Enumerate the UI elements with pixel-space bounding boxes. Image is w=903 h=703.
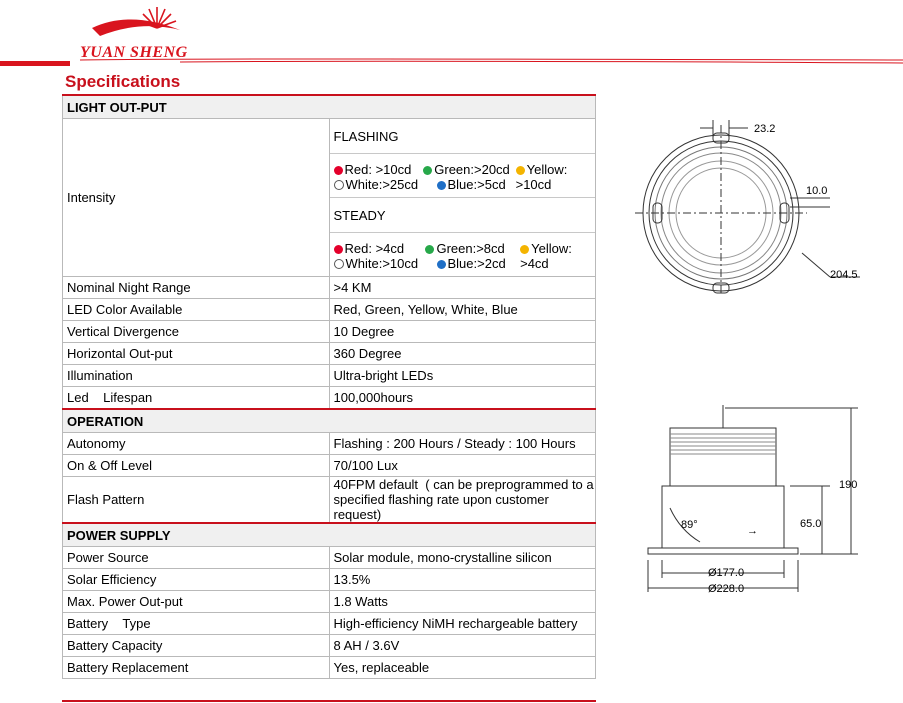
section-title: LIGHT OUT-PUT xyxy=(63,95,596,119)
row-value: High-efficiency NiMH rechargeable battery xyxy=(329,613,596,635)
green-dot-icon xyxy=(425,245,434,254)
blue-dot-icon xyxy=(437,260,446,269)
row-value: 70/100 Lux xyxy=(329,455,596,477)
dim-outer-diameter-label: Ø228.0 xyxy=(708,583,745,595)
row-value: >4 KM xyxy=(329,277,596,299)
base-body xyxy=(662,486,784,548)
steady-title: STEADY xyxy=(330,198,596,233)
side-view-drawing xyxy=(640,400,865,598)
yellow-dot-icon xyxy=(516,166,525,175)
row-value: Flashing : 200 Hours / Steady : 100 Hours xyxy=(329,433,596,455)
header xyxy=(0,0,903,75)
logo-text: YUAN SHENG xyxy=(80,44,188,61)
brand-banner xyxy=(0,0,903,75)
table-row xyxy=(63,657,596,679)
table-row xyxy=(63,433,596,455)
table-row xyxy=(63,569,596,591)
top-view-drawing xyxy=(630,115,900,295)
row-label: Solar Efficiency xyxy=(63,569,330,591)
direction-arrow-icon: → xyxy=(747,525,758,537)
table-row xyxy=(63,635,596,657)
row-value: Ultra-bright LEDs xyxy=(329,365,596,387)
dim-side-label: 10.0 xyxy=(806,185,828,197)
base-flange xyxy=(648,548,798,554)
row-value: 100,000hours xyxy=(329,387,596,410)
steady-values xyxy=(330,233,596,276)
row-label: Intensity xyxy=(63,119,330,277)
red-dot-icon xyxy=(334,245,343,254)
row-value: 13.5% xyxy=(329,569,596,591)
steady-white: White:>10cd xyxy=(345,256,419,271)
row-label: Illumination xyxy=(63,365,330,387)
table-row-intensity xyxy=(63,119,596,277)
dim-inner-diameter-label: Ø177.0 xyxy=(708,567,745,579)
table-row xyxy=(63,455,596,477)
row-value: Solar module, mono-crystalline silicon xyxy=(329,547,596,569)
lens-body xyxy=(670,428,776,486)
row-label: LED Color Available xyxy=(63,299,330,321)
row-value xyxy=(329,477,596,524)
row-label: Autonomy xyxy=(63,433,330,455)
row-label: Horizontal Out-put xyxy=(63,343,330,365)
yellow-dot-icon xyxy=(520,245,529,254)
flashing-white: White:>25cd xyxy=(345,177,419,192)
table-row xyxy=(63,365,596,387)
table-row xyxy=(63,387,596,410)
row-label: Battery Replacement xyxy=(63,657,330,679)
dim-height-label: 190 xyxy=(839,479,858,491)
row-label: Power Source xyxy=(63,547,330,569)
flashing-values xyxy=(330,154,596,198)
table-row xyxy=(63,321,596,343)
flash-pattern-line2: specified flashing rate upon customer request) xyxy=(333,492,549,522)
section-header-light xyxy=(63,95,596,119)
intensity-cell xyxy=(329,119,596,277)
row-label: Battery Type xyxy=(63,613,330,635)
table-row xyxy=(63,277,596,299)
flash-pattern-line1: 40FPM default ( can be preprogrammed to a xyxy=(333,477,594,492)
table-bottom-rule xyxy=(62,700,596,702)
section-header-operation xyxy=(63,409,596,433)
red-dot-icon xyxy=(334,166,343,175)
steady-red: Red: >4cd xyxy=(344,241,405,256)
white-dot-icon xyxy=(334,180,344,190)
row-value: Yes, replaceable xyxy=(329,657,596,679)
white-dot-icon xyxy=(334,259,344,269)
row-label: Nominal Night Range xyxy=(63,277,330,299)
flashing-title: FLASHING xyxy=(330,119,596,154)
table-row-flash-pattern xyxy=(63,477,596,524)
row-value: Red, Green, Yellow, White, Blue xyxy=(329,299,596,321)
section-title: OPERATION xyxy=(63,409,596,433)
row-value: 8 AH / 3.6V xyxy=(329,635,596,657)
table-row xyxy=(63,343,596,365)
table-row xyxy=(63,591,596,613)
row-label: Flash Pattern xyxy=(63,477,330,524)
row-label: Max. Power Out-put xyxy=(63,591,330,613)
section-header-power xyxy=(63,523,596,547)
row-value: 10 Degree xyxy=(329,321,596,343)
dim-top-label: 23.2 xyxy=(754,123,776,135)
steady-blue: Blue:>2cd xyxy=(447,256,506,271)
row-label: Battery Capacity xyxy=(63,635,330,657)
dim-body-label: 65.0 xyxy=(800,518,822,530)
flashing-blue: Blue:>5cd xyxy=(447,177,506,192)
row-value: 360 Degree xyxy=(329,343,596,365)
page-title: Specifications xyxy=(65,72,181,91)
row-value: 1.8 Watts xyxy=(329,591,596,613)
steady-yellow: Yellow: >4cd xyxy=(520,241,572,271)
dim-diameter-label: 204.5 xyxy=(830,269,858,281)
table-row xyxy=(63,547,596,569)
table-row xyxy=(63,299,596,321)
angle-label: 89° xyxy=(681,519,698,531)
spec-table xyxy=(62,94,596,679)
section-title: POWER SUPPLY xyxy=(63,523,596,547)
flashing-green: Green:>20cd xyxy=(434,162,510,177)
row-label: Led Lifespan xyxy=(63,387,330,410)
swoosh-icon xyxy=(92,19,180,36)
table-row xyxy=(63,613,596,635)
flashing-yellow: Yellow: >10cd xyxy=(515,162,568,192)
blue-dot-icon xyxy=(437,181,446,190)
flashing-red: Red: >10cd xyxy=(344,162,412,177)
green-dot-icon xyxy=(423,166,432,175)
row-label: On & Off Level xyxy=(63,455,330,477)
steady-green: Green:>8cd xyxy=(436,241,505,256)
row-label: Vertical Divergence xyxy=(63,321,330,343)
